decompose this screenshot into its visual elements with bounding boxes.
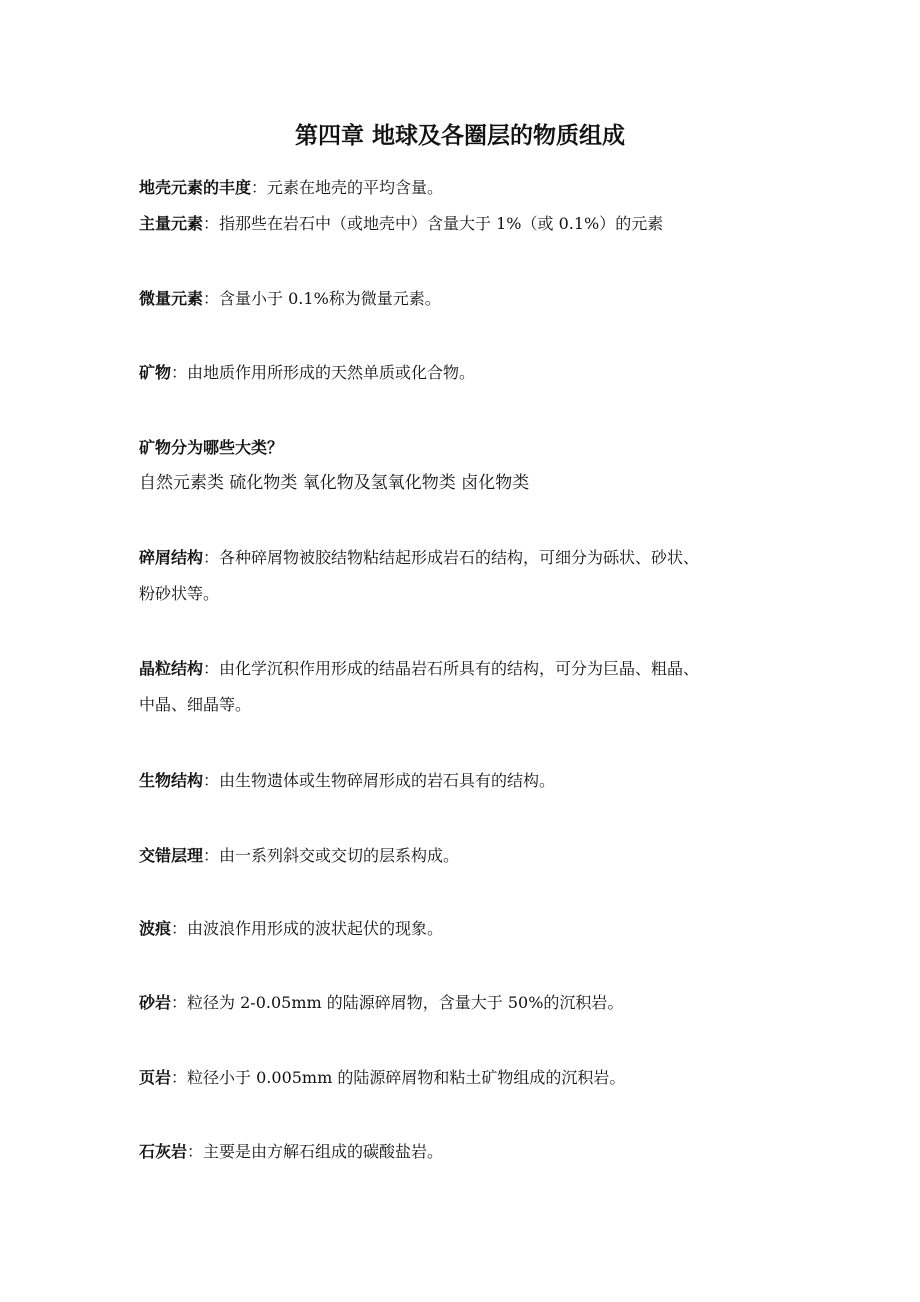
definition-text: 由生物遗体或生物碎屑形成的岩石具有的结构。 [219,771,556,790]
definition-separator: ： [171,363,188,382]
definition-text: 由波浪作用形成的波状起伏的现象。 [187,919,444,938]
definition-separator: ： [171,1068,188,1087]
definition-text: 由化学沉积作用形成的结晶岩石所具有的结构，可分为巨晶、粗晶、 [219,659,700,678]
definition-term: 页岩 [139,1068,172,1087]
definition-separator: ： [251,178,268,197]
page-title: 第四章 地球及各圈层的物质组成 [294,123,625,149]
definition-separator: ： [171,919,188,938]
definition-line [139,842,799,870]
definition-text: 粒径为 2-0.05mm 的陆源碎屑物，含量大于 50%的沉积岩。 [187,993,624,1012]
definition-text: 粒径小于 0.005mm 的陆源碎屑物和粘土矿物组成的沉积岩。 [187,1068,626,1087]
definition-text: 由地质作用所形成的天然单质或化合物。 [187,363,476,382]
definition-line [139,359,799,387]
definition-text: 中晶、细晶等。 [139,695,252,714]
definition-term: 地壳元素的丰度 [139,178,252,197]
definition-separator: ： [203,771,220,790]
definition-term: 主量元素 [139,214,204,233]
definition-line [139,1064,799,1092]
definition-line [139,544,799,572]
definition-separator: ： [203,214,220,233]
definition-separator: ： [187,1142,204,1161]
mineral-classes-line [139,469,799,497]
definition-separator: ： [203,289,220,308]
definition-separator: ： [171,993,188,1012]
definition-text: 由一系列斜交或交切的层系构成。 [219,846,460,865]
definition-line [139,210,799,238]
definition-line [139,767,799,795]
definition-text: 指那些在岩石中（或地壳中）含量大于 1%（或 0.1%）的元素 [219,214,664,233]
definition-text: 主要是由方解石组成的碳酸盐岩。 [203,1142,444,1161]
mineral-classes-text: 自然元素类 硫化物类 氧化物及氢氧化物类 卤化物类 [139,473,530,493]
definition-continuation [139,580,799,608]
definition-term: 微量元素 [139,289,204,308]
definition-separator: ： [203,548,220,567]
definition-term: 矿物 [139,363,172,382]
definition-term: 生物结构 [139,771,204,790]
definition-text: 粉砂状等。 [139,584,220,603]
definition-separator: ： [203,659,220,678]
definition-line [139,915,799,943]
definition-line [139,1138,799,1166]
definition-line [139,174,799,202]
definition-continuation [139,691,799,719]
definition-term: 碎屑结构 [139,548,204,567]
definition-text: 元素在地壳的平均含量。 [267,178,444,197]
definition-text: 含量小于 0.1%称为微量元素。 [219,289,441,308]
definition-text: 各种碎屑物被胶结物粘结起形成岩石的结构，可细分为砾状、砂状、 [219,548,700,567]
definition-term: 晶粒结构 [139,659,204,678]
definition-separator: ： [203,846,220,865]
definition-term: 波痕 [139,919,172,938]
definition-term: 石灰岩 [139,1142,188,1161]
definition-term: 砂岩 [139,993,172,1012]
definition-term: 交错层理 [139,846,204,865]
question-text: 矿物分为哪些大类？ [139,438,284,457]
question-heading [139,434,799,462]
definition-line [139,655,799,683]
definition-line [139,989,799,1017]
definition-line [139,285,799,313]
